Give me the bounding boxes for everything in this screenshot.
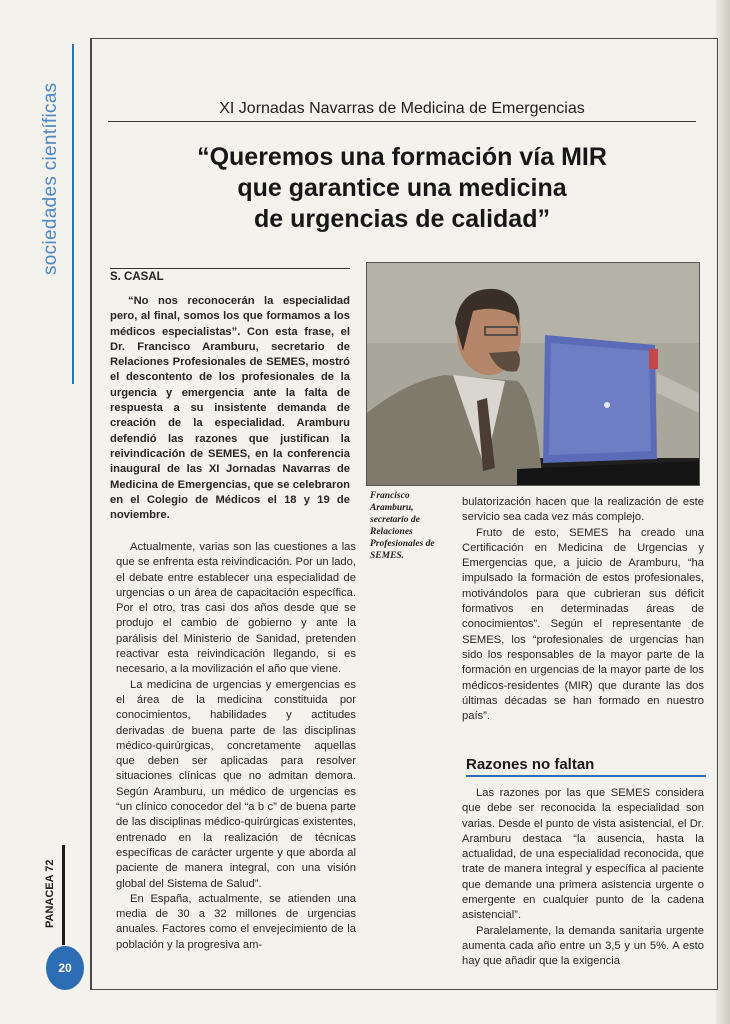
headline-line-3: de urgencias de calidad”: [254, 205, 550, 233]
right-paragraph-2: Fruto de esto, SEMES ha creado una Certificación en Medicina de Urgencias y Emergencias que, a juicio de Aramburu, “ha impulsado la formación de estos profesionales, motivándolos para que cubrieran sus déficit formativos en determinadas áreas de conocimientos”. Según el representante de SEMES, los “profesionales de urgencias han sido los responsables de la mayor parte de la formación en urgencias de la mayor parte de los médicos-residentes (MIR) que durante las dos últimas décadas se han formado en nuestro país”.: [462, 526, 704, 723]
headline-line-2: que garantice una medicina: [237, 174, 567, 202]
photo-caption: Francisco Aramburu, secretario de Relaciones Profesionales de SEMES.: [370, 491, 435, 561]
event-kicker: XI Jornadas Navarras de Medicina de Emergencias: [108, 100, 696, 122]
lead-text: “No nos reconocerán la especialidad pero, al final, somos los que formamos a los médicos especialistas”. Con esta frase, el Dr. Francisco Aramburu, secretario de Relaciones Profesionales de SEMES, mostró el descontento de los profesionales de la urgencia y emergencia ante la falta de respuesta a su insistente demanda de creación de la especialidad. Aramburu defendió las razones que justifican la reivindicación de SEMES, en la conferencia inaugural de las XI Jornadas Navarras de Medicina de Emergencias, que se celebraron en el Colegio de Médicos el 18 y 19 de noviembre.: [110, 295, 350, 522]
page-edge-shadow: [716, 0, 730, 1024]
left-paragraph-3: En España, actualmente, se atienden una media de 30 a 32 millones de urgencias anuales. Factores como el envejecimiento de la población y la progresiva am-: [116, 892, 356, 951]
byline: S. CASAL: [110, 268, 350, 283]
section-subheading: Razones no faltan: [466, 756, 706, 777]
speaker-photo-illustration: [367, 263, 699, 485]
headline-line-1: “Queremos una formación vía MIR: [197, 143, 607, 171]
section-rule: [72, 44, 74, 384]
article-headline: [108, 142, 696, 235]
section-label: sociedades científicas: [40, 82, 61, 275]
page-number: 20: [58, 961, 72, 975]
left-paragraph-2: La medicina de urgencias y emergencias es el área de la medicina constituida por conocimientos, habilidades y actitudes derivadas de buena parte de las disciplinas médico-quirúrgicas, concretamente aquellas que deben ser aplicadas para resolver situaciones clínicas que no admitan demora. Según Aramburu, un médico de urgencias es “un clínico conocedor del “a b c” de buena parte de las disciplinas médico-quirúrgicas existentes, entrenado en la realización de técnicas específicas de carácter urgente y que aborda al paciente de manera integral, con una visión global del Sistema de Salud”.: [116, 678, 356, 890]
speaker-photo: [366, 262, 700, 486]
magazine-name: PANACEA 72: [44, 859, 56, 928]
footer-rule: [62, 845, 65, 945]
right-column-bottom: [462, 786, 704, 970]
right-paragraph-1: bulatorización hacen que la realización de este servicio sea cada vez más complejo.: [462, 496, 704, 524]
right-paragraph-4: Paralelamente, la demanda sanitaria urgente aumenta cada año entre un 3,5 y un 5%. A esto hay que añadir que la exigencia: [462, 924, 704, 968]
left-column: [116, 540, 356, 953]
section-tab: [34, 40, 74, 385]
page-number-badge: [46, 946, 84, 990]
lead-paragraph: [110, 294, 350, 523]
right-column-top: [462, 495, 704, 724]
left-paragraph-1: Actualmente, varias son las cuestiones a las que se enfrenta esta reivindicación. Por un lado, el debate entre establecer una especialidad de urgencias o un área de capacitación específica. Por el otro, tras casi dos años desde que se produjo el cambio de gobierno y ante la parálisis del Ministerio de Sanidad, pretenden reactivar esta reivindicación llegando, si es necesario, a la movilización el año que viene.: [116, 541, 356, 676]
right-paragraph-3: Las razones por las que SEMES considera que debe ser reconocida la especialidad son varias. Desde el punto de vista asistencial, el Dr. Aramburu destaca “la ausencia, hasta la actualidad, de una especialidad reconocida, que trate de manera integral y específica al paciente que demande una primera asistencia urgente o emergente en cualquier punto de la cadena asistencial”.: [462, 787, 704, 922]
